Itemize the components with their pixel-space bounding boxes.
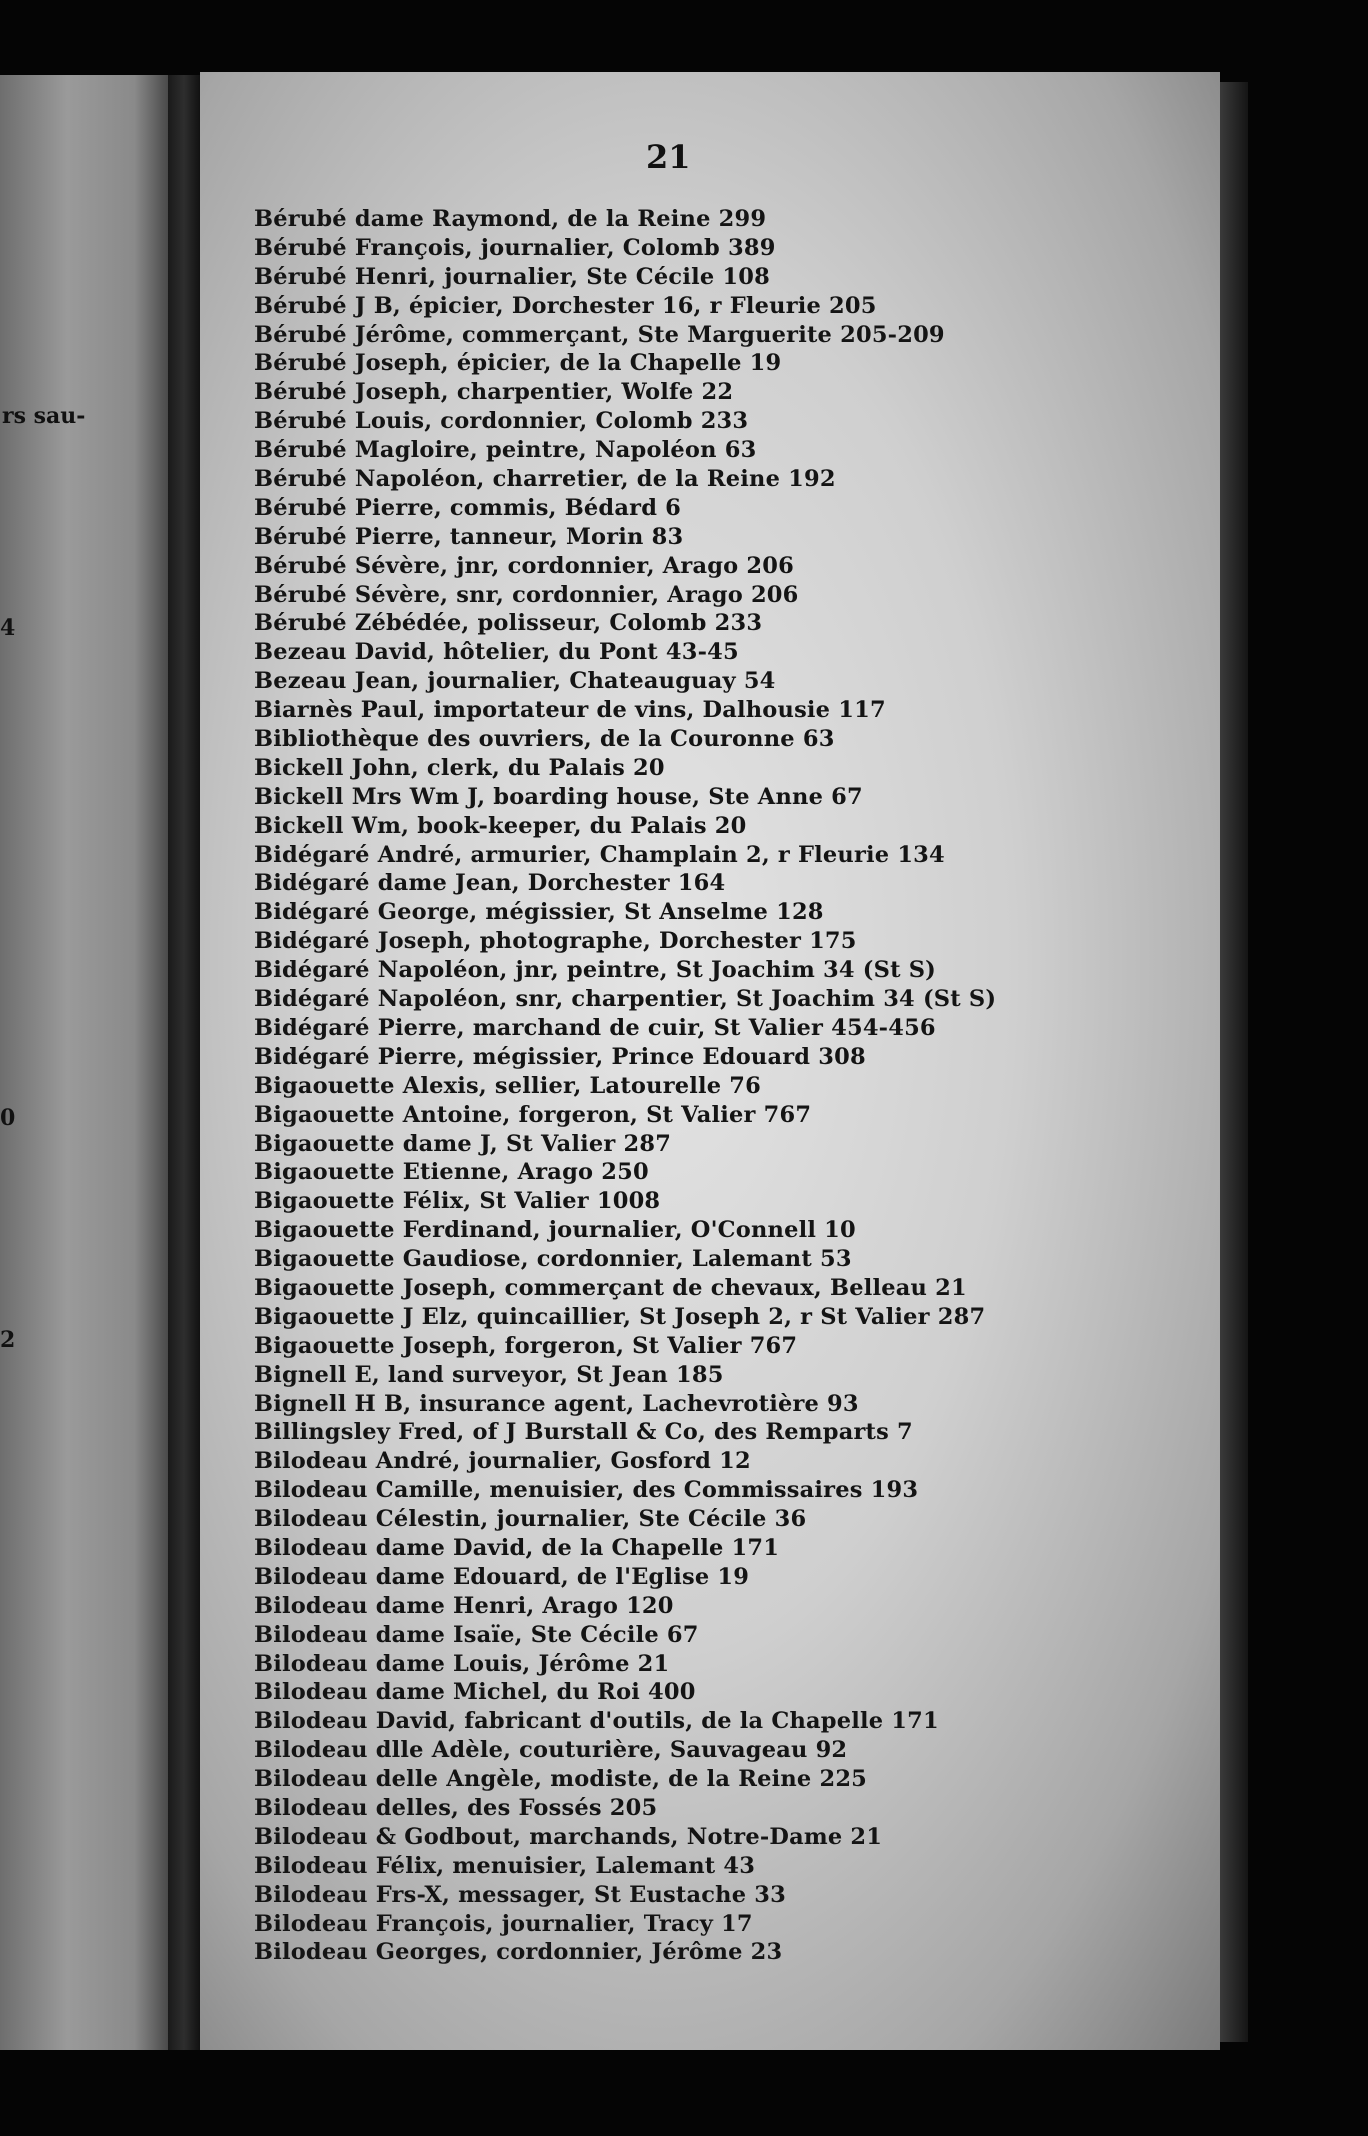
directory-entry: Bidégaré Joseph, photographe, Dorchester 175 [254,928,857,955]
directory-entry: Bilodeau dame David, de la Chapelle 171 [254,1534,780,1561]
left-page-fragment: 4 [0,615,16,641]
directory-entry: Bigaouette Etienne, Arago 250 [254,1159,649,1186]
left-page-fragment: rs sau- [2,403,86,429]
directory-entry: Bidégaré George, mégissier, St Anselme 128 [254,899,824,926]
left-page-edge [0,75,168,2050]
directory-entry: Bérubé Joseph, charpentier, Wolfe 22 [254,379,734,406]
directory-entry: Bérubé Sévère, snr, cordonnier, Arago 206 [254,581,799,608]
directory-entry: Bilodeau dame Louis, Jérôme 21 [254,1650,670,1677]
directory-entry: Bilodeau André, journalier, Gosford 12 [254,1448,751,1475]
directory-entry: Bilodeau Félix, menuisier, Lalemant 43 [254,1852,756,1879]
directory-entry: Bigaouette Joseph, forgeron, St Valier 767 [254,1332,798,1359]
directory-entry: Bickell Mrs Wm J, boarding house, Ste Anne 67 [254,783,863,810]
directory-entry: Bérubé Joseph, épicier, de la Chapelle 19 [254,350,782,377]
left-page-fragment: 0 [0,1105,16,1131]
directory-entry: Bigaouette Alexis, sellier, Latourelle 76 [254,1072,762,1099]
directory-entry: Bigaouette Ferdinand, journalier, O'Connell 10 [254,1217,856,1244]
directory-entry: Bérubé François, journalier, Colomb 389 [254,234,776,261]
directory-entry: Bezeau Jean, journalier, Chateauguay 54 [254,668,776,695]
directory-entry: Bigaouette dame J, St Valier 287 [254,1130,672,1157]
directory-entry: Bérubé Zébédée, polisseur, Colomb 233 [254,610,763,637]
directory-entries [254,205,1214,1967]
directory-entry: Bilodeau David, fabricant d'outils, de la Chapelle 171 [254,1708,939,1735]
directory-entry: Bérubé dame Raymond, de la Reine 299 [254,206,767,232]
directory-entry: Bérubé Magloire, peintre, Napoléon 63 [254,437,757,464]
directory-entry: Bilodeau Georges, cordonnier, Jérôme 23 [254,1939,783,1966]
directory-entry: Bérubé Pierre, tanneur, Morin 83 [254,523,684,550]
directory-entry: Bilodeau dame Henri, Arago 120 [254,1592,674,1619]
directory-entry: Bezeau David, hôtelier, du Pont 43-45 [254,639,739,666]
page-edge-shadow [1220,82,1248,2042]
directory-entry: Bidégaré Pierre, mégissier, Prince Edouard 308 [254,1043,866,1070]
directory-entry: Biarnès Paul, importateur de vins, Dalhousie 117 [254,697,886,724]
directory-entry: Bignell H B, insurance agent, Lachevrotière 93 [254,1390,859,1417]
directory-entry: Bidégaré André, armurier, Champlain 2, r Fleurie 134 [254,841,945,868]
left-page-fragment: 2 [0,1327,16,1353]
directory-entry: Bidégaré dame Jean, Dorchester 164 [254,870,726,897]
directory-entry: Bigaouette Gaudiose, cordonnier, Lalemant 53 [254,1246,852,1273]
directory-entry: Bilodeau delle Angèle, modiste, de la Reine 225 [254,1766,868,1793]
directory-entry: Bidégaré Napoléon, snr, charpentier, St Joachim 34 (St S) [254,986,997,1013]
directory-entry: Bérubé Pierre, commis, Bédard 6 [254,494,682,521]
directory-entry: Bérubé Napoléon, charretier, de la Reine 192 [254,466,836,493]
directory-entry: Bérubé Henri, journalier, Ste Cécile 108 [254,263,770,290]
directory-entry: Bilodeau Célestin, journalier, Ste Cécile 36 [254,1506,807,1533]
directory-entry: Bigaouette Félix, St Valier 1008 [254,1188,661,1215]
directory-entry: Bérubé Sévère, jnr, cordonnier, Arago 206 [254,552,794,579]
directory-entry: Bidégaré Napoléon, jnr, peintre, St Joachim 34 (St S) [254,957,936,984]
directory-entry: Bilodeau Camille, menuisier, des Commissaires 193 [254,1477,919,1504]
directory-entry: Bignell E, land surveyor, St Jean 185 [254,1361,724,1388]
directory-entry: Bilodeau François, journalier, Tracy 17 [254,1910,753,1937]
directory-entry: Bilodeau dame Edouard, de l'Eglise 19 [254,1563,750,1590]
directory-entry: Bidégaré Pierre, marchand de cuir, St Valier 454-456 [254,1014,936,1041]
directory-entry: Bilodeau & Godbout, marchands, Notre-Dame 21 [254,1823,883,1850]
directory-entry: Bilodeau Frs-X, messager, St Eustache 33 [254,1881,786,1908]
directory-entry: Bilodeau delles, des Fossés 205 [254,1794,658,1821]
directory-entry: Bigaouette Joseph, commerçant de chevaux, Belleau 21 [254,1274,967,1301]
directory-entry: Bibliothèque des ouvriers, de la Couronne 63 [254,726,835,753]
directory-entry: Bilodeau dame Michel, du Roi 400 [254,1679,696,1706]
directory-entry: Bilodeau dlle Adèle, couturière, Sauvageau 92 [254,1737,848,1764]
directory-entry: Billingsley Fred, of J Burstall & Co, des Remparts 7 [254,1419,913,1446]
directory-entry: Bérubé Jérôme, commerçant, Ste Marguerite 205-209 [254,321,945,348]
directory-entry: Bickell John, clerk, du Palais 20 [254,754,665,781]
directory-entry: Bilodeau dame Isaïe, Ste Cécile 67 [254,1621,699,1648]
directory-entry: Bigaouette Antoine, forgeron, St Valier 767 [254,1101,812,1128]
page-number: 21 [646,138,691,176]
book-gutter [168,75,200,2050]
directory-entry: Bérubé Louis, cordonnier, Colomb 233 [254,408,749,435]
directory-entry: Bigaouette J Elz, quincaillier, St Joseph 2, r St Valier 287 [254,1303,986,1330]
directory-entry: Bérubé J B, épicier, Dorchester 16, r Fleurie 205 [254,292,877,319]
directory-entry: Bickell Wm, book-keeper, du Palais 20 [254,812,747,839]
